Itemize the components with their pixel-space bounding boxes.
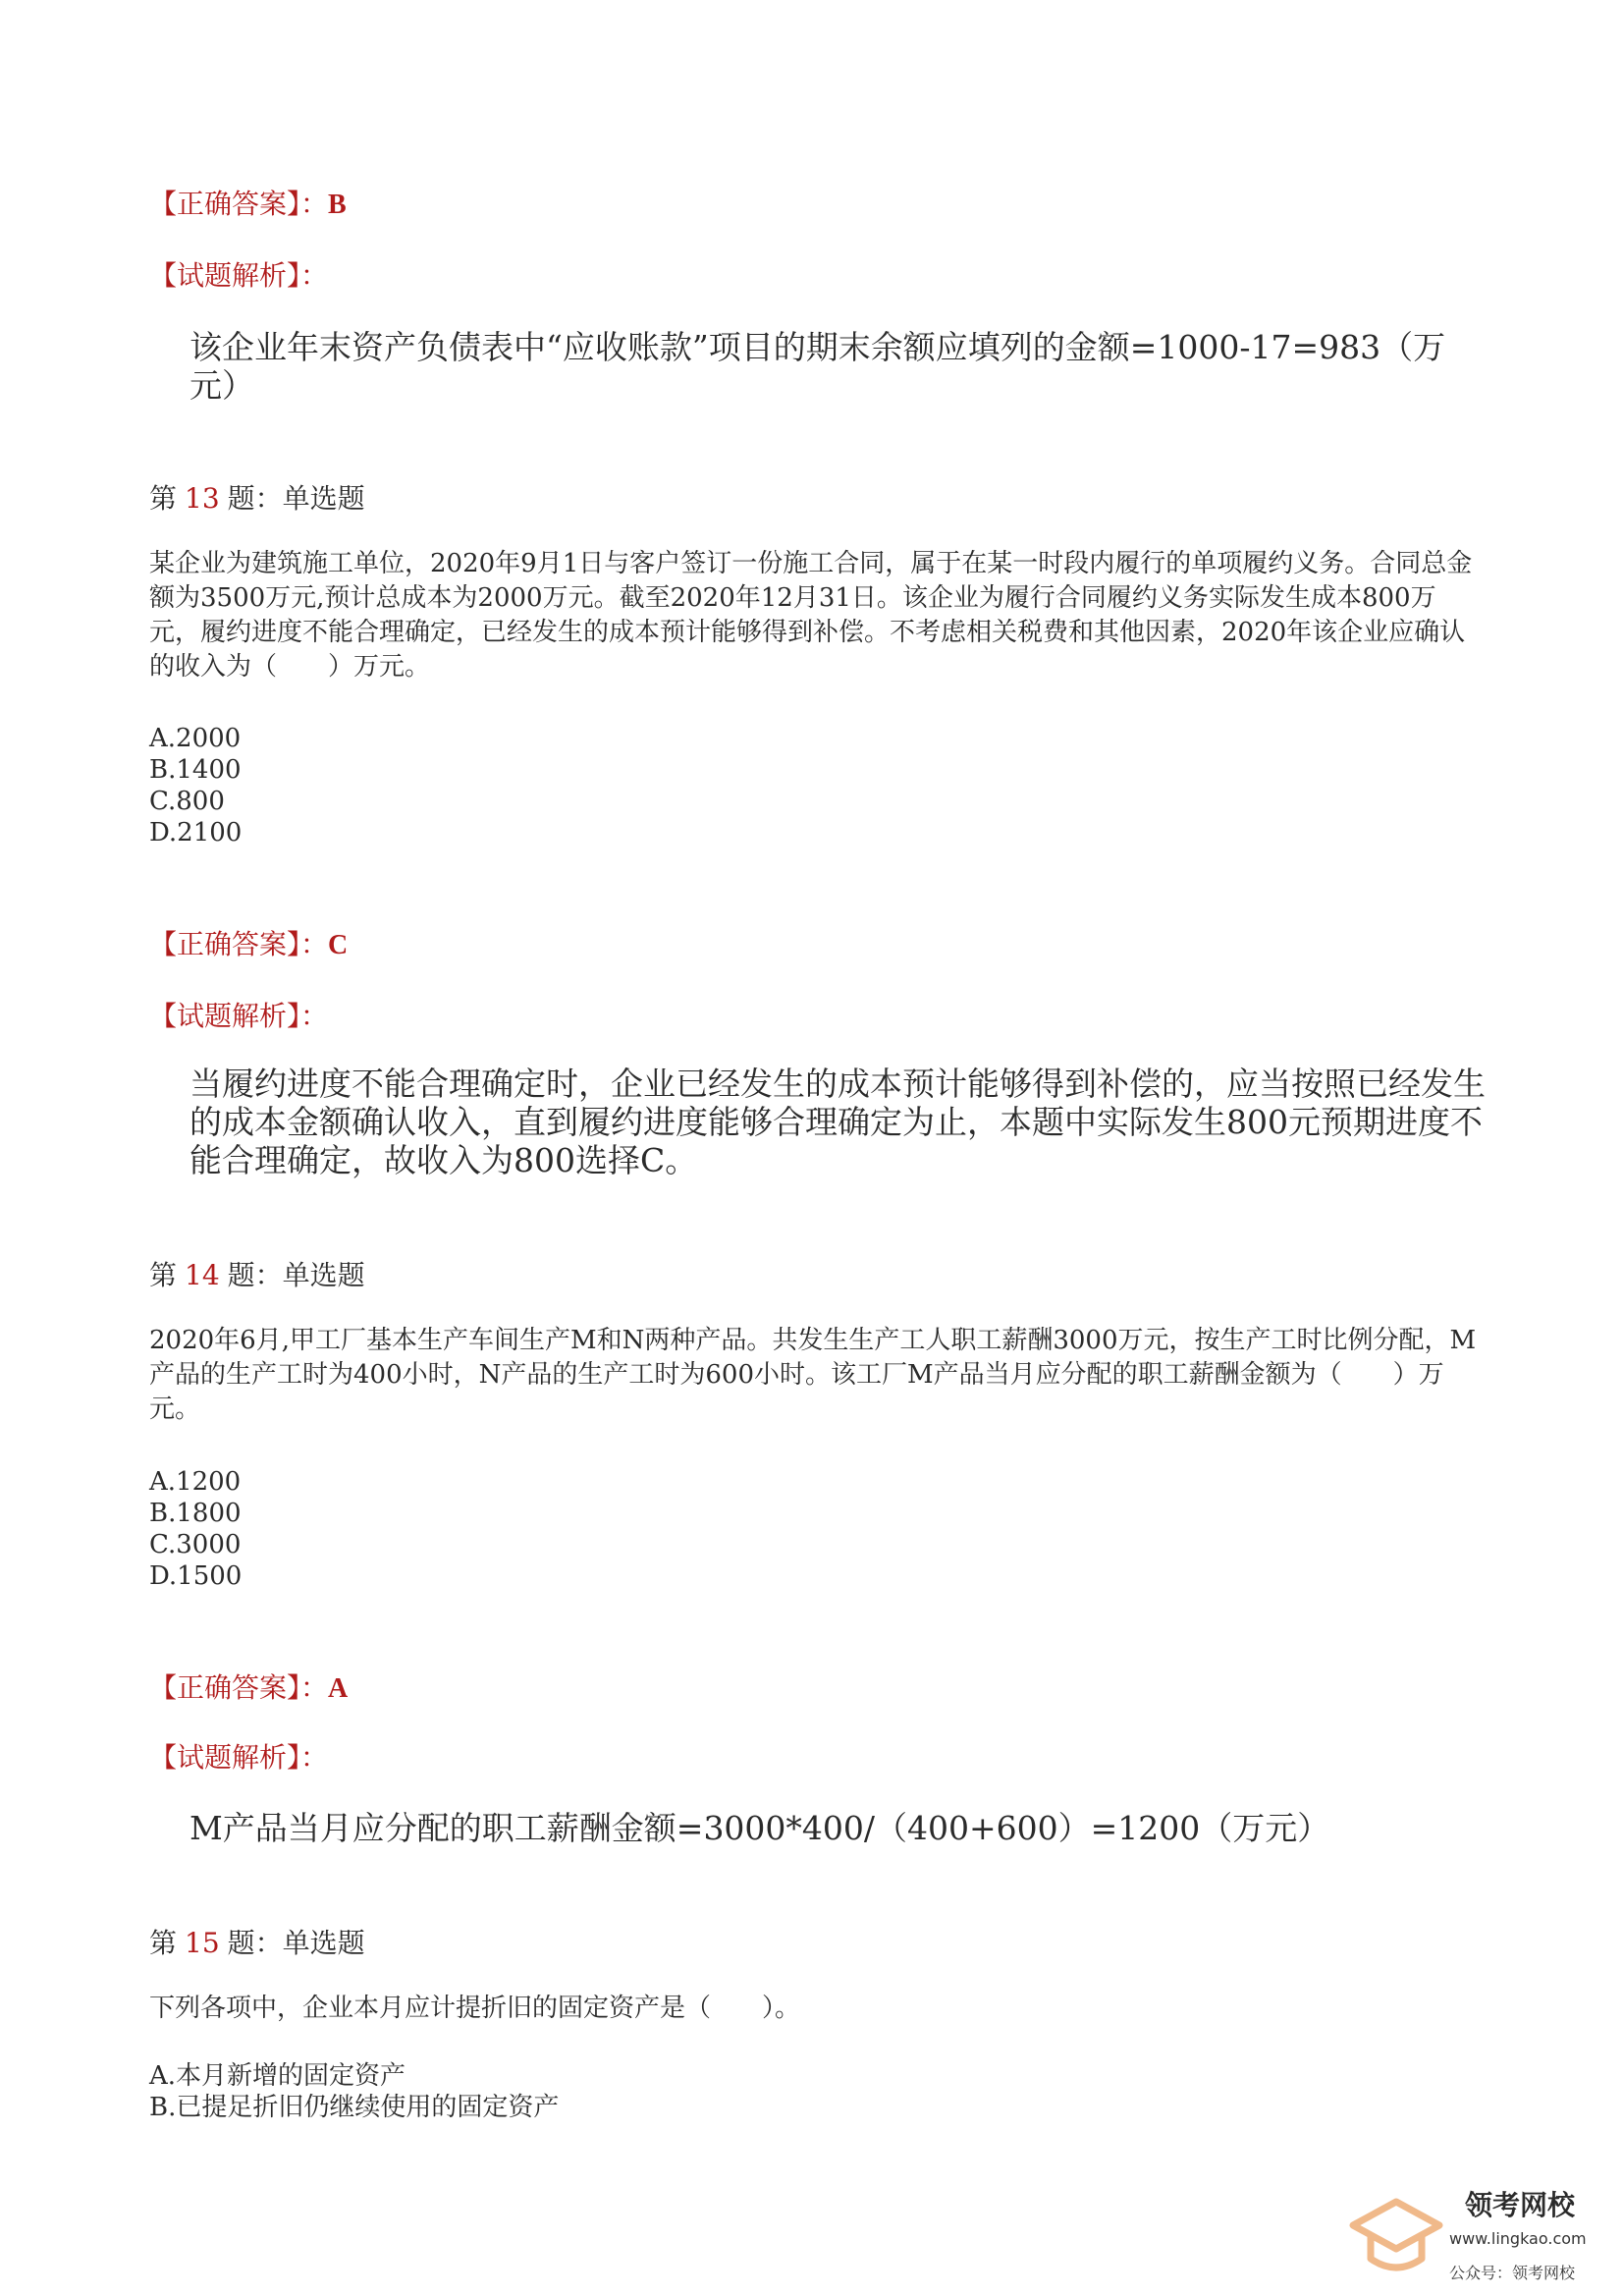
q13-options <box>149 723 242 848</box>
question-prefix: 第 <box>149 482 178 515</box>
q14-analysis-text: M产品当月应分配的职工薪酬金额=3000*400/（400+600）=1200（万元） <box>189 1809 1330 1847</box>
answer-label: 【正确答案】： <box>149 188 329 220</box>
option-a: A.2000 <box>149 724 242 753</box>
q14-heading <box>149 1254 365 1293</box>
answer-value: B <box>328 190 347 220</box>
answer-value: A <box>328 1673 349 1704</box>
option-c: C.800 <box>149 787 225 816</box>
question-prefix: 第 <box>149 1927 178 1959</box>
option-d: D.2100 <box>149 818 243 847</box>
question-prefix: 第 <box>149 1259 178 1291</box>
option-b: B.已提足折旧仍继续使用的固定资产 <box>149 2093 560 2122</box>
q12-analysis-label: 【试题解析】： <box>149 259 329 292</box>
q15-options <box>149 2060 559 2123</box>
question-type: 题：单选题 <box>227 482 365 515</box>
q13-analysis-label: 【试题解析】： <box>149 1000 329 1032</box>
watermark-name: 领考网校 <box>1465 2189 1576 2221</box>
watermark-logo <box>1347 2182 1602 2290</box>
q14-options <box>149 1466 242 1592</box>
q15-stem: 下列各项中，企业本月应计提折旧的固定资产是（ ）。 <box>149 1994 801 2023</box>
q14-answer-line <box>149 1667 348 1706</box>
q14-stem: 2020年6月,甲工厂基本生产车间生产M和N两种产品。共发生生产工人职工薪酬3000万元，按生产工时比例分配，M产品的生产工时为400小时，N产品的生产工时为600小时。该工厂M产品当月应分配的职工薪酬金额为（ ）万元。 <box>149 1326 1477 1424</box>
question-number: 14 <box>185 1259 220 1291</box>
option-d: D.1500 <box>149 1561 243 1591</box>
watermark-url: www.lingkao.com <box>1449 2229 1587 2248</box>
option-c: C.3000 <box>149 1530 242 1559</box>
question-type: 题：单选题 <box>227 1259 365 1291</box>
q12-answer-line <box>149 183 347 222</box>
question-number: 15 <box>185 1927 220 1959</box>
watermark-wechat: 公众号：领考网校 <box>1449 2264 1576 2282</box>
q15-heading <box>149 1922 365 1961</box>
option-a: A.1200 <box>149 1467 242 1497</box>
option-b: B.1400 <box>149 755 242 785</box>
answer-label: 【正确答案】： <box>149 928 329 960</box>
graduation-cap-icon <box>1347 2194 1445 2282</box>
option-a: A.本月新增的固定资产 <box>149 2061 406 2091</box>
option-b: B.1800 <box>149 1499 242 1528</box>
q13-heading <box>149 477 365 517</box>
q13-analysis-text: 当履约进度不能合理确定时，企业已经发生的成本预计能够得到补偿的，应当按照已经发生的成本金额确认收入，直到履约进度能够合理确定为止，本题中实际发生800元预期进度不能合理确定，故收入为800选择C。 <box>189 1065 1486 1179</box>
question-number: 13 <box>185 482 220 515</box>
q12-analysis-text: 该企业年末资产负债表中“应收账款”项目的期末余额应填列的金额=1000-17=983（万元） <box>189 328 1446 405</box>
answer-label: 【正确答案】： <box>149 1671 329 1704</box>
q13-stem: 某企业为建筑施工单位，2020年9月1日与客户签订一份施工合同，属于在某一时段内履行的单项履约义务。合同总金额为3500万元,预计总成本为2000万元。截至2020年12月31日。该企业为履行合同履约义务实际发生成本800万元，履约进度不能合理确定，已经发生的成本预计能够得到补偿。不考虑相关税费和其他因素，2020年该企业应确认的收入为（ ）万元。 <box>149 549 1473 682</box>
answer-value: C <box>328 930 349 960</box>
question-type: 题：单选题 <box>227 1927 365 1959</box>
q13-answer-line <box>149 923 348 962</box>
q14-analysis-label: 【试题解析】： <box>149 1741 329 1774</box>
